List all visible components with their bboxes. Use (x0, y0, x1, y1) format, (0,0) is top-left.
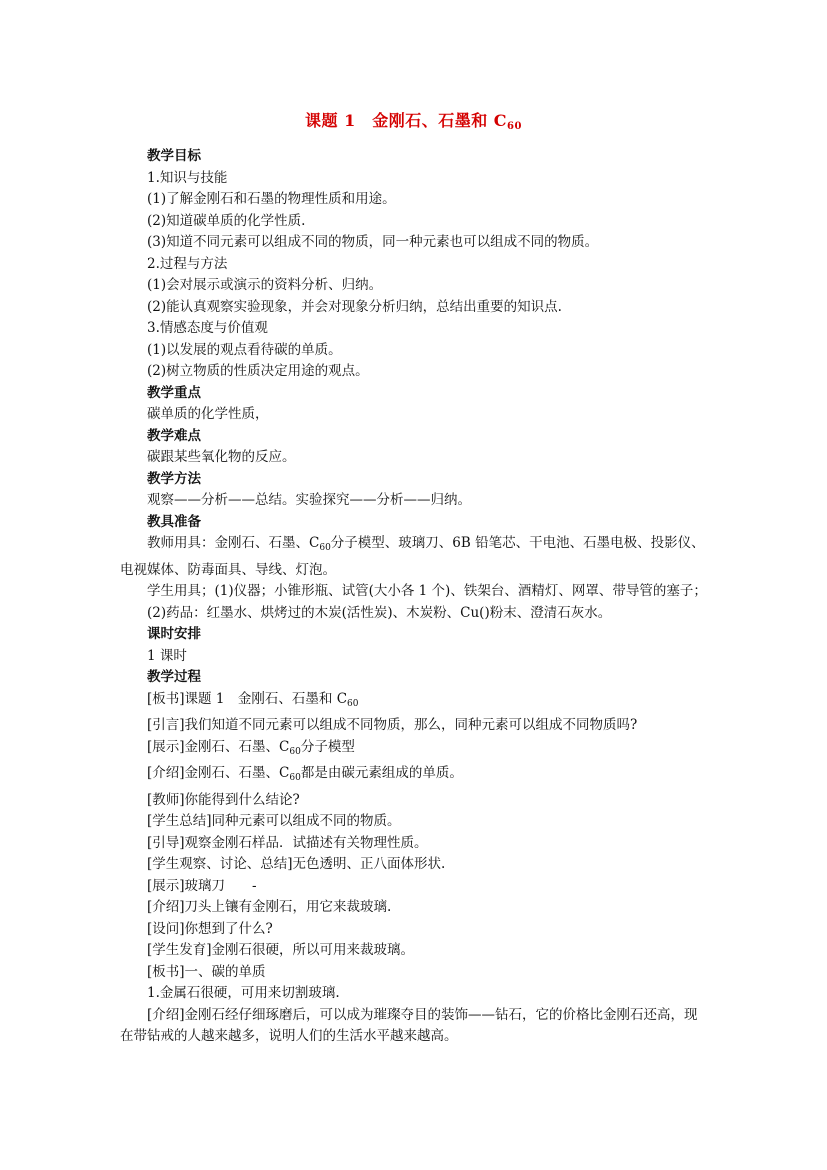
process-line: [学生发育]金刚石很硬，所以可用来裁玻璃。 (147, 942, 415, 958)
process-line: [引言]我们知道不同元素可以组成不同物质，那么，同种元素可以组成不同物质吗? (147, 717, 638, 733)
goals-item: 2.过程与方法 (147, 255, 228, 272)
page-title: 课题 1 金刚石、石墨和 $C_{60}$ (305, 111, 522, 132)
process-line: [介绍]金刚石经仔细琢磨后，可以成为璀璨夺目的装饰——钻石，它的价格比金刚石还高，现在带钻戒的人越来越多，说明人们的生活水平越来越高。 (120, 1006, 698, 1044)
tools-heading: 教具准备 (147, 513, 201, 530)
process-line: [板书]课题 1 金刚石、石墨和 $C_{60}$ (147, 690, 359, 709)
process-line: 1.金属石很硬，可用来切割玻璃. (147, 985, 340, 1001)
process-line: [设问]你想到了什么? (147, 920, 273, 937)
goals-heading: 教学目标 (147, 148, 201, 164)
goals-item: (2)知道碳单质的化学性质. (147, 212, 306, 229)
goals-item: (1)以发展的观点看待碳的单质。 (147, 341, 342, 358)
process-line: [学生观察、讨论、总结]无色透明、正八面体形状. (147, 856, 446, 872)
schedule-heading: 课时安排 (147, 626, 201, 642)
method-heading: 教学方法 (147, 470, 201, 487)
goals-item: (2)树立物质的性质决定用途的观点。 (147, 363, 369, 379)
goals-item: 1.知识与技能 (147, 169, 228, 186)
process-line: [介绍]刀头上镶有金刚石，用它来裁玻璃. (147, 899, 392, 915)
process-line: [教师]你能得到什么结论? (147, 791, 300, 808)
difficulty-text: 碳跟某些氧化物的反应。 (147, 449, 296, 465)
goals-item: (3)知道不同元素可以组成不同的物质，同一种元素也可以组成不同的物质。 (147, 234, 599, 250)
difficulty-heading: 教学难点 (147, 427, 201, 444)
process-line: [展示]金刚石、石墨、$C_{60}$分子模型 (147, 738, 355, 757)
method-text: 观察——分析——总结。实验探究——分析——归纳。 (147, 492, 471, 508)
process-line: [引导]观察金刚石样品．试描述有关物理性质。 (147, 834, 428, 851)
process-heading: 教学过程 (147, 669, 201, 685)
process-line: [介绍]金刚石、石墨、$C_{60}$都是由碳元素组成的单质。 (147, 765, 463, 783)
focus-heading: 教学重点 (147, 384, 201, 401)
tools-drugs: (2)药品：红墨水、烘烤过的木炭(活性炭)、木炭粉、Cu()粉末、澄清石灰水。 (147, 604, 612, 621)
tools-student: 学生用具；(1)仪器；小锥形瓶、试管(大小各 1 个)、铁架台、酒精灯、网罩、带导管的塞子； (147, 583, 707, 599)
process-line: [学生总结]同种元素可以组成不同的物质。 (147, 813, 401, 829)
schedule-text: 1 课时 (147, 647, 187, 664)
goals-item: (1)会对展示或演示的资料分析、归纳。 (147, 277, 383, 293)
focus-text: 碳单质的化学性质， (147, 406, 269, 422)
goals-item: (1)了解金刚石和石墨的物理性质和用途。 (147, 191, 396, 207)
goals-item: (2)能认真观察实验现象，并会对现象分析归纳，总结出重要的知识点. (147, 298, 562, 315)
process-line: [展示]玻璃刀 - (147, 877, 257, 894)
goals-item: 3.情感态度与价值观 (147, 320, 268, 336)
process-line: [板书]一、碳的单质 (147, 963, 266, 980)
tools-teacher: 教师用具：金刚石、石墨、$C_{60}$分子模型、玻璃刀、6B 铅笔芯、干电池、石墨电极、投影仪、电视媒体、防毒面具、导线、灯泡。 (120, 535, 705, 578)
